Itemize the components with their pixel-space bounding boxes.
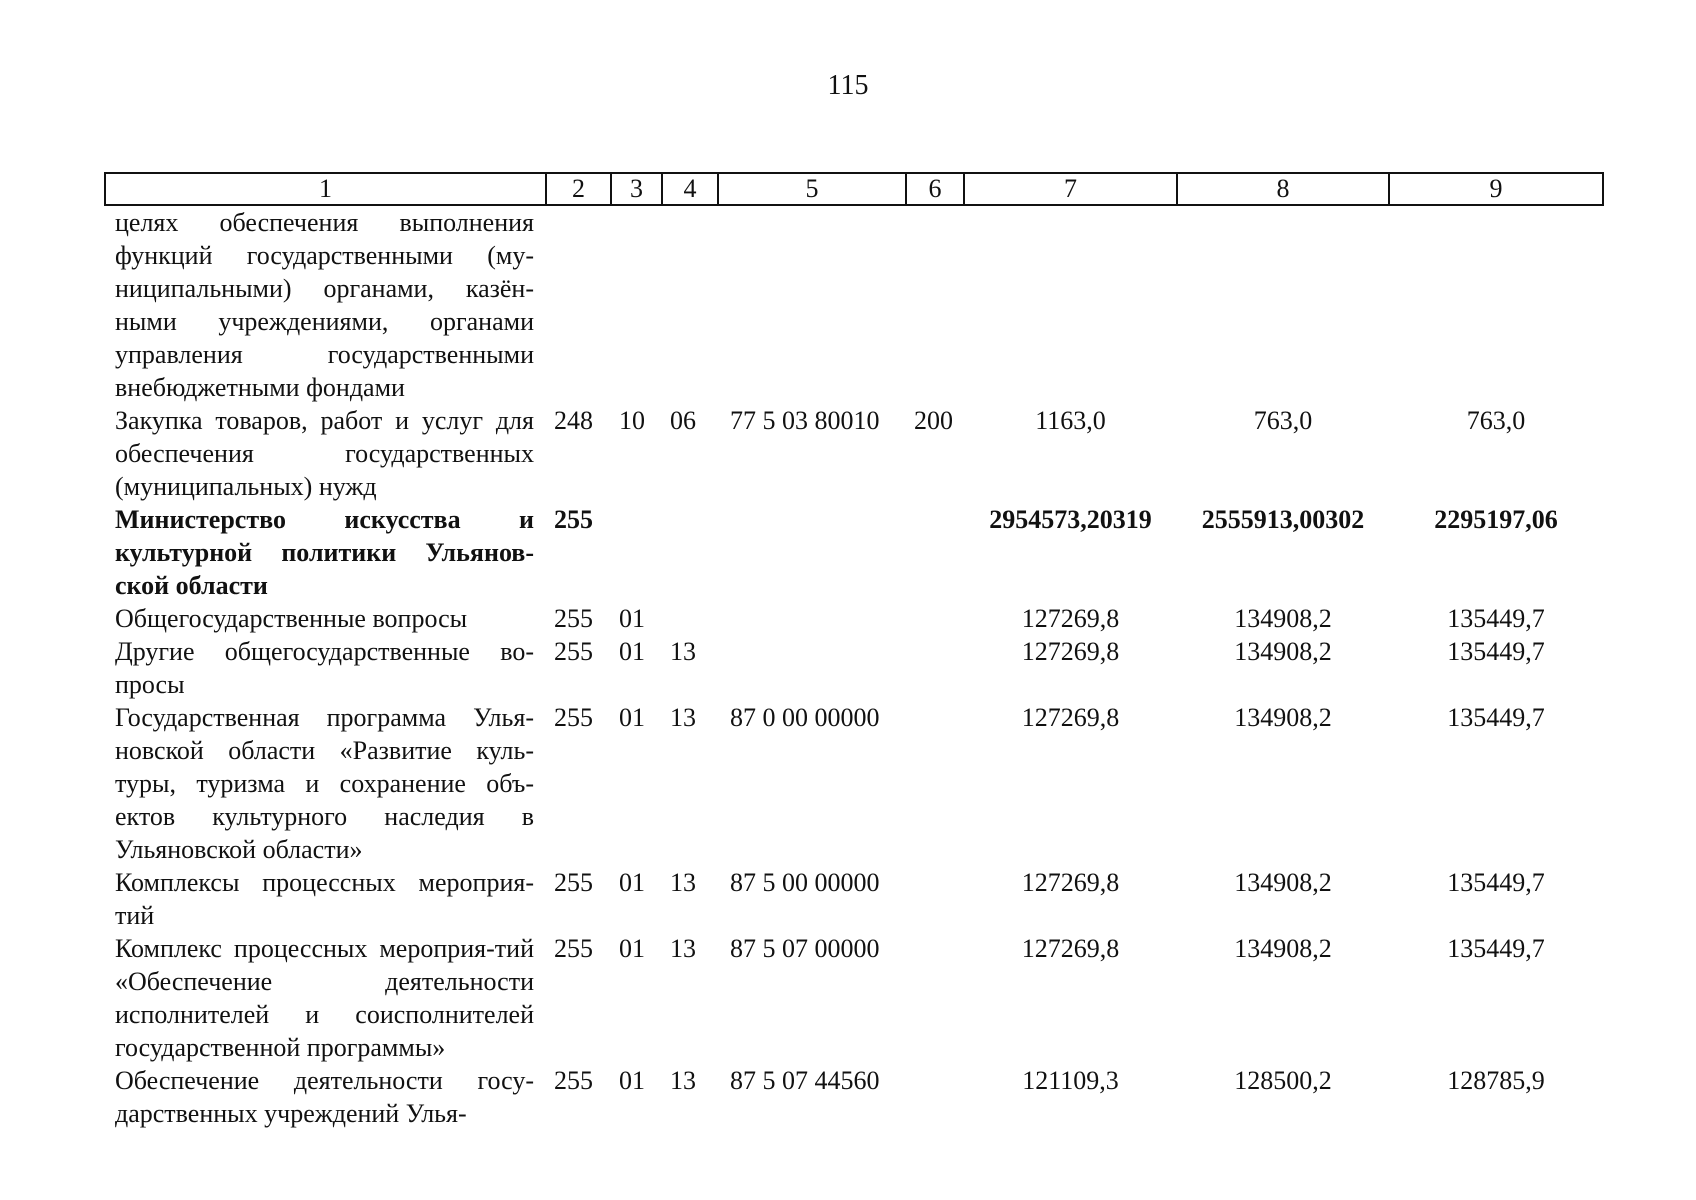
row-expense-type-cell	[906, 932, 964, 1064]
row-amount-col9-cell: 2295197,06	[1434, 505, 1558, 534]
row-expense-type-cell	[906, 602, 964, 635]
row-expense-type-cell	[906, 503, 964, 602]
row-amount-col8-cell: 763,0	[1253, 406, 1313, 435]
row-amount-col7-cell: 121109,3	[1022, 1066, 1119, 1095]
column-header: 4	[662, 173, 718, 205]
row-amount-col8-cell: 134908,2	[1234, 868, 1332, 897]
row-section-code-cell: 01	[619, 934, 645, 963]
row-ministry-code-cell: 255	[554, 604, 593, 633]
column-header: 1	[105, 173, 546, 205]
header-row	[105, 173, 1603, 205]
row-amount-col7-cell: 1163,0	[1035, 406, 1106, 435]
row-target-article-cell: 87 5 07 00000	[730, 934, 880, 963]
row-ministry-code-cell	[546, 205, 611, 404]
row-amount-col8-cell: 134908,2	[1234, 637, 1332, 666]
column-header: 8	[1177, 173, 1389, 205]
row-amount-col9-cell: 135449,7	[1447, 868, 1545, 897]
row-amount-col7-cell: 127269,8	[1021, 604, 1120, 633]
row-target-article-cell: 77 5 03 80010	[730, 406, 880, 435]
row-section-code-cell: 01	[619, 703, 645, 732]
row-amount-col8-cell: 134908,2	[1234, 934, 1332, 963]
row-amount-col9-cell: 135449,7	[1447, 637, 1545, 666]
column-header: 7	[964, 173, 1177, 205]
row-target-article-cell	[718, 635, 906, 701]
row-amount-col8-cell: 134908,2	[1234, 604, 1332, 633]
row-name-cell: Государственная программа Улья-новской области «Развитие куль-туры, туризма и сохранение объ-ектов культурного наследия в Ульяновской области»	[115, 703, 534, 864]
row-amount-col7-cell: 127269,8	[1021, 703, 1120, 732]
row-amount-col9-cell	[1389, 205, 1603, 404]
row-subsection-code-cell	[662, 205, 718, 404]
row-amount-col7-cell: 127269,8	[1021, 934, 1120, 963]
row-target-article-cell	[718, 205, 906, 404]
row-amount-col9-cell: 135449,7	[1447, 604, 1545, 633]
row-amount-col7-cell: 127269,8	[1021, 637, 1120, 666]
budget-table	[104, 172, 1604, 1130]
row-expense-type-cell	[906, 701, 964, 866]
row-section-code-cell	[611, 205, 662, 404]
row-ministry-code-cell: 255	[554, 637, 593, 666]
column-header: 5	[718, 173, 906, 205]
row-ministry-code-cell: 255	[554, 505, 593, 534]
row-name-cell: Комплексы процессных мероприя-тий	[115, 868, 534, 930]
row-name-cell: Общегосударственные вопросы	[115, 604, 468, 633]
row-subsection-code-cell	[662, 503, 718, 602]
row-subsection-code-cell: 13	[670, 868, 696, 897]
row-name-cell: Закупка товаров, работ и услуг для обеспечения государственных (муниципальных) нужд	[115, 406, 534, 501]
column-header: 2	[546, 173, 611, 205]
row-expense-type-cell	[906, 205, 964, 404]
row-section-code-cell: 01	[619, 637, 645, 666]
row-target-article-cell: 87 5 00 00000	[730, 868, 880, 897]
row-section-code-cell: 01	[619, 604, 645, 633]
row-section-code-cell: 01	[619, 868, 645, 897]
row-ministry-code-cell: 255	[554, 1066, 593, 1095]
row-subsection-code-cell: 13	[670, 703, 696, 732]
row-expense-type-cell	[906, 1064, 964, 1130]
column-header: 6	[906, 173, 964, 205]
row-expense-type-cell: 200	[914, 406, 953, 435]
row-name-cell: целях обеспечения выполнения функций государственными (му-ниципальными) органами, казён-ными учреждениями, органами управления государственными внебюджетными фондами	[115, 208, 534, 402]
row-target-article-cell	[718, 602, 906, 635]
row-subsection-code-cell: 06	[670, 406, 696, 435]
row-amount-col8-cell	[1177, 205, 1389, 404]
row-ministry-code-cell: 255	[554, 934, 593, 963]
table-row	[105, 866, 1603, 932]
row-name-cell: Обеспечение деятельности госу-дарственных учреждений Улья-	[115, 1066, 534, 1128]
row-amount-col7-cell: 127269,8	[1021, 868, 1120, 897]
row-subsection-code-cell: 13	[670, 1066, 696, 1095]
row-subsection-code-cell	[662, 602, 718, 635]
row-section-code-cell: 10	[619, 406, 645, 435]
table-row	[105, 404, 1603, 503]
row-subsection-code-cell: 13	[670, 934, 696, 963]
page-number: 115	[827, 70, 869, 101]
row-amount-col7-cell	[964, 205, 1177, 404]
row-amount-col9-cell: 135449,7	[1447, 703, 1545, 732]
table-row	[105, 932, 1603, 1064]
table-row	[105, 503, 1603, 602]
row-amount-col9-cell: 128785,9	[1447, 1066, 1545, 1095]
column-header: 3	[611, 173, 662, 205]
row-subsection-code-cell: 13	[670, 637, 696, 666]
row-name-cell: Комплекс процессных мероприя-тий «Обеспечение деятельности исполнителей и соисполнителей государственной программы»	[115, 934, 534, 1062]
table-body	[105, 205, 1603, 1130]
row-amount-col9-cell: 763,0	[1466, 406, 1526, 435]
row-target-article-cell: 87 5 07 44560	[730, 1066, 880, 1095]
row-ministry-code-cell: 255	[554, 703, 593, 732]
row-amount-col8-cell: 2555913,00302	[1201, 505, 1365, 534]
table-row	[105, 1064, 1603, 1130]
row-target-article-cell: 87 0 00 00000	[730, 703, 880, 732]
row-section-code-cell: 01	[619, 1066, 645, 1095]
table-row	[105, 602, 1603, 635]
row-amount-col9-cell: 135449,7	[1447, 934, 1545, 963]
table-header	[105, 173, 1603, 205]
row-ministry-code-cell: 255	[554, 868, 593, 897]
row-name-cell: Министерство искусства и культурной политики Ульянов-ской области	[115, 505, 534, 600]
row-name-cell: Другие общегосударственные во-просы	[115, 637, 534, 699]
table-row	[105, 635, 1603, 701]
row-amount-col7-cell: 2954573,20319	[989, 505, 1152, 534]
row-amount-col8-cell: 134908,2	[1234, 703, 1332, 732]
row-target-article-cell	[718, 503, 906, 602]
row-expense-type-cell	[906, 635, 964, 701]
row-ministry-code-cell: 248	[554, 406, 593, 435]
row-amount-col8-cell: 128500,2	[1234, 1066, 1332, 1095]
table-row	[105, 701, 1603, 866]
row-expense-type-cell	[906, 866, 964, 932]
table-row	[105, 205, 1603, 404]
row-section-code-cell	[611, 503, 662, 602]
column-header: 9	[1389, 173, 1603, 205]
